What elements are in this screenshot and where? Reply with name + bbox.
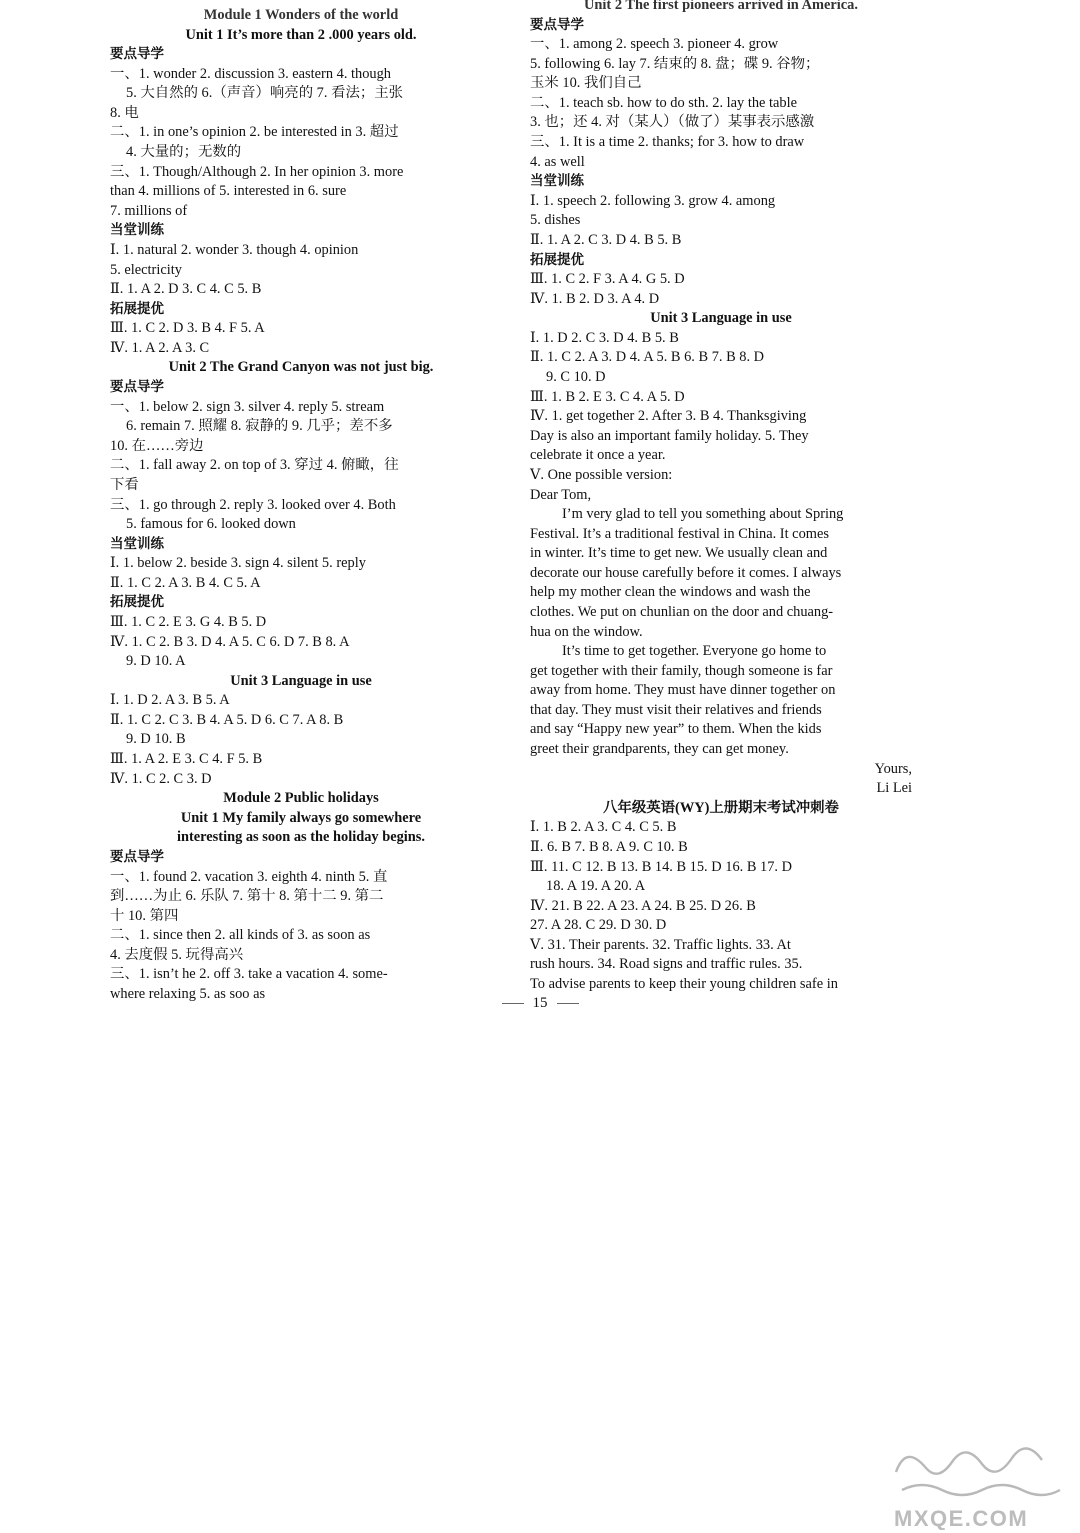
answer-line: To advise parents to keep their young children safe in — [530, 976, 838, 992]
answer-line: 4. 大量的；无数的 — [126, 144, 242, 161]
answer-line: help my mother clean the windows and wash the — [530, 584, 811, 601]
answer-line: 三、1. isn’t he 2. off 3. take a vacation 4. some- — [110, 966, 388, 983]
answer-line: 二、1. teach sb. how to do sth. 2. lay the table — [530, 94, 797, 111]
section-heading: 当堂训练 — [530, 173, 584, 190]
section-heading: 拓展提优 — [110, 594, 164, 611]
answer-line: 一、1. among 2. speech 3. pioneer 4. grow — [530, 36, 779, 53]
answer-line: Ⅱ. 6. B 7. B 8. A 9. C 10. B — [530, 838, 688, 855]
answer-line: in winter. It’s time to get new. We usually clean and — [530, 545, 828, 562]
answer-line: 二、1. since then 2. all kinds of 3. as soon as — [110, 927, 371, 944]
answer-line: greet their grandparents, they can get money. — [530, 741, 789, 758]
unit-title: Unit 1 My family always go somewhere — [180, 809, 422, 826]
answer-line: Ⅳ. 1. A 2. A 3. C — [110, 339, 210, 356]
answer-line: Ⅰ. 1. below 2. beside 3. sign 4. silent 5. reply — [110, 555, 366, 572]
answer-line: Day is also an important family holiday. 5. They — [530, 427, 809, 444]
unit-title: Unit 2 The Grand Canyon was not just big. — [168, 359, 434, 376]
answer-line: where relaxing 5. as soo as — [110, 986, 266, 1002]
answer-line: 4. 去度假 5. 玩得高兴 — [110, 946, 244, 963]
answer-line: Ⅲ. 1. C 2. E 3. G 4. B 5. D — [110, 613, 267, 630]
unit-title: Unit 2 The first pioneers arrived in America. — [584, 0, 858, 13]
answer-line: 6. remain 7. 照耀 8. 寂静的 9. 几乎；差不多 — [126, 418, 393, 435]
answer-line: 9. D 10. A — [126, 653, 186, 670]
answer-line: 4. as well — [530, 153, 585, 170]
answer-line: Ⅲ. 1. A 2. E 3. C 4. F 5. B — [110, 751, 263, 768]
answer-line: Ⅱ. 1. A 2. C 3. D 4. B 5. B — [530, 231, 682, 248]
answer-line: 10. 在……旁边 — [110, 437, 204, 454]
answer-line: 18. A 19. A 20. A — [546, 878, 646, 895]
answer-line: hua on the window. — [530, 623, 643, 640]
answer-line: 二、1. fall away 2. on top of 3. 穿过 4. 俯瞰，往 — [110, 457, 399, 474]
unit-title: Module 2 Public holidays — [223, 790, 379, 807]
answer-line: away from home. They must have dinner together on — [530, 682, 836, 699]
answer-line: Ⅲ. 11. C 12. B 13. B 14. B 15. D 16. B 17. D — [530, 858, 793, 875]
answer-line: 三、1. It is a time 2. thanks; for 3. how to draw — [530, 134, 805, 151]
answer-line: Ⅱ. 1. C 2. C 3. B 4. A 5. D 6. C 7. A 8. B — [110, 711, 344, 728]
answer-line: 5. dishes — [530, 212, 581, 229]
answer-line: 9. C 10. D — [546, 369, 606, 386]
answer-line: 玉米 10. 我们自己 — [530, 75, 642, 92]
section-heading: 当堂训练 — [110, 222, 164, 239]
answer-line: 三、1. go through 2. reply 3. looked over 4. Both — [110, 496, 396, 513]
answer-line: 三、1. Though/Although 2. In her opinion 3. more — [110, 163, 404, 180]
answer-line: 5. following 6. lay 7. 结束的 8. 盘；碟 9. 谷物； — [530, 55, 820, 72]
page-number-text: 15 — [532, 995, 548, 1011]
answer-line: Ⅲ. 1. B 2. E 3. C 4. A 5. D — [530, 388, 685, 405]
answer-line: Ⅳ. 1. C 2. C 3. D — [110, 770, 212, 787]
answer-line: 5. famous for 6. looked down — [126, 516, 296, 533]
answer-line: 一、1. wonder 2. discussion 3. eastern 4. though — [110, 65, 391, 82]
unit-title: Module 1 Wonders of the world — [203, 7, 399, 23]
section-heading: 拓展提优 — [530, 251, 584, 268]
answer-line: Ⅱ. 1. C 2. A 3. D 4. A 5. B 6. B 7. B 8. D — [530, 349, 765, 366]
answer-line: Ⅰ. 1. speech 2. following 3. grow 4. among — [530, 192, 776, 209]
answer-line: than 4. millions of 5. interested in 6. sure — [110, 183, 347, 200]
answer-line: 二、1. in one’s opinion 2. be interested in 3. 超过 — [110, 124, 399, 141]
answer-line: clothes. We put on chunlian on the door and chuang- — [530, 603, 834, 620]
section-heading: 要点导学 — [110, 379, 164, 396]
answer-line: It’s time to get together. Everyone go home to — [562, 643, 827, 660]
answer-line: 8. 电 — [110, 104, 139, 121]
section-heading: 拓展提优 — [110, 300, 164, 317]
answer-line: Ⅰ. 1. D 2. C 3. D 4. B 5. B — [530, 329, 679, 346]
answer-line: Ⅳ. 1. get together 2. After 3. B 4. Thanksgiving — [530, 408, 807, 425]
answer-line: Ⅲ. 1. C 2. D 3. B 4. F 5. A — [110, 320, 265, 337]
answer-line: Ⅰ. 1. D 2. A 3. B 5. A — [110, 692, 230, 709]
unit-title: Unit 1 It’s more than 2 .000 years old. — [185, 26, 417, 43]
answer-line: Li Lei — [876, 780, 912, 797]
section-heading: 要点导学 — [110, 46, 164, 63]
answer-line: 一、1. found 2. vacation 3. eighth 4. ninth 5. 直 — [110, 868, 388, 885]
answer-line: Yours, — [874, 760, 912, 777]
answer-line: 7. millions of — [110, 202, 188, 219]
answer-line: 27. A 28. C 29. D 30. D — [530, 917, 667, 934]
answer-line: 一、1. below 2. sign 3. silver 4. reply 5. stream — [110, 398, 385, 415]
answer-line: 5. 大自然的 6.（声音）响亮的 7. 看法；主张 — [126, 85, 404, 102]
answer-line: Ⅳ. 1. B 2. D 3. A 4. D — [530, 290, 660, 307]
section-heading: 当堂训练 — [110, 535, 164, 552]
answer-line: 十 10. 第四 — [110, 907, 179, 924]
answer-line: Festival. It’s a traditional festival in China. It comes — [530, 525, 829, 542]
watermark-logo — [888, 1438, 1076, 1530]
page-number — [0, 995, 1080, 1012]
answer-line: and say “Happy new year” to them. When the kids — [530, 721, 822, 738]
answer-line: 3. 也；还 4. 对（某人）（做了）某事表示感激 — [530, 114, 815, 131]
answer-line: I’m very glad to tell you something about Spring — [562, 506, 844, 523]
unit-title: Unit 3 Language in use — [230, 672, 372, 689]
answer-line: that day. They must visit their relatives and friends — [530, 701, 822, 718]
answer-line: celebrate it once a year. — [530, 447, 666, 464]
answer-line: Ⅴ. One possible version: — [530, 466, 673, 483]
answer-line: Ⅲ. 1. C 2. F 3. A 4. G 5. D — [530, 271, 685, 288]
answer-line: Dear Tom, — [530, 486, 592, 503]
watermark-domain: MXQE.COM — [894, 1506, 1029, 1530]
answer-line: get together with their family, though someone is far — [530, 662, 833, 679]
section-heading: 要点导学 — [110, 848, 164, 865]
answer-line: Ⅰ. 1. B 2. A 3. C 4. C 5. B — [530, 819, 677, 836]
unit-title: 八年级英语(WY)上册期末考试冲刺卷 — [603, 799, 839, 816]
answer-line: Ⅱ. 1. C 2. A 3. B 4. C 5. A — [110, 574, 261, 591]
answer-line: Ⅴ. 31. Their parents. 32. Traffic lights. 33. At — [530, 936, 791, 953]
unit-title: interesting as soon as the holiday begins. — [176, 829, 425, 846]
answer-line: Ⅳ. 21. B 22. A 23. A 24. B 25. D 26. B — [530, 897, 756, 914]
answer-line: Ⅳ. 1. C 2. B 3. D 4. A 5. C 6. D 7. B 8. A — [110, 633, 350, 650]
answer-line: 5. electricity — [110, 261, 182, 278]
answer-line: rush hours. 34. Road signs and traffic rules. 35. — [530, 956, 803, 973]
answer-line: 9. D 10. B — [126, 731, 186, 748]
answer-line: decorate our house carefully before it comes. I always — [530, 564, 842, 581]
answer-line: 下看 — [110, 476, 139, 493]
answer-line: Ⅱ. 1. A 2. D 3. C 4. C 5. B — [110, 281, 262, 298]
unit-title: Unit 3 Language in use — [650, 310, 792, 327]
section-heading: 要点导学 — [530, 16, 584, 33]
answer-line: Ⅰ. 1. natural 2. wonder 3. though 4. opinion — [110, 241, 359, 258]
answer-line: 到……为止 6. 乐队 7. 第十 8. 第十二 9. 第二 — [110, 888, 384, 905]
